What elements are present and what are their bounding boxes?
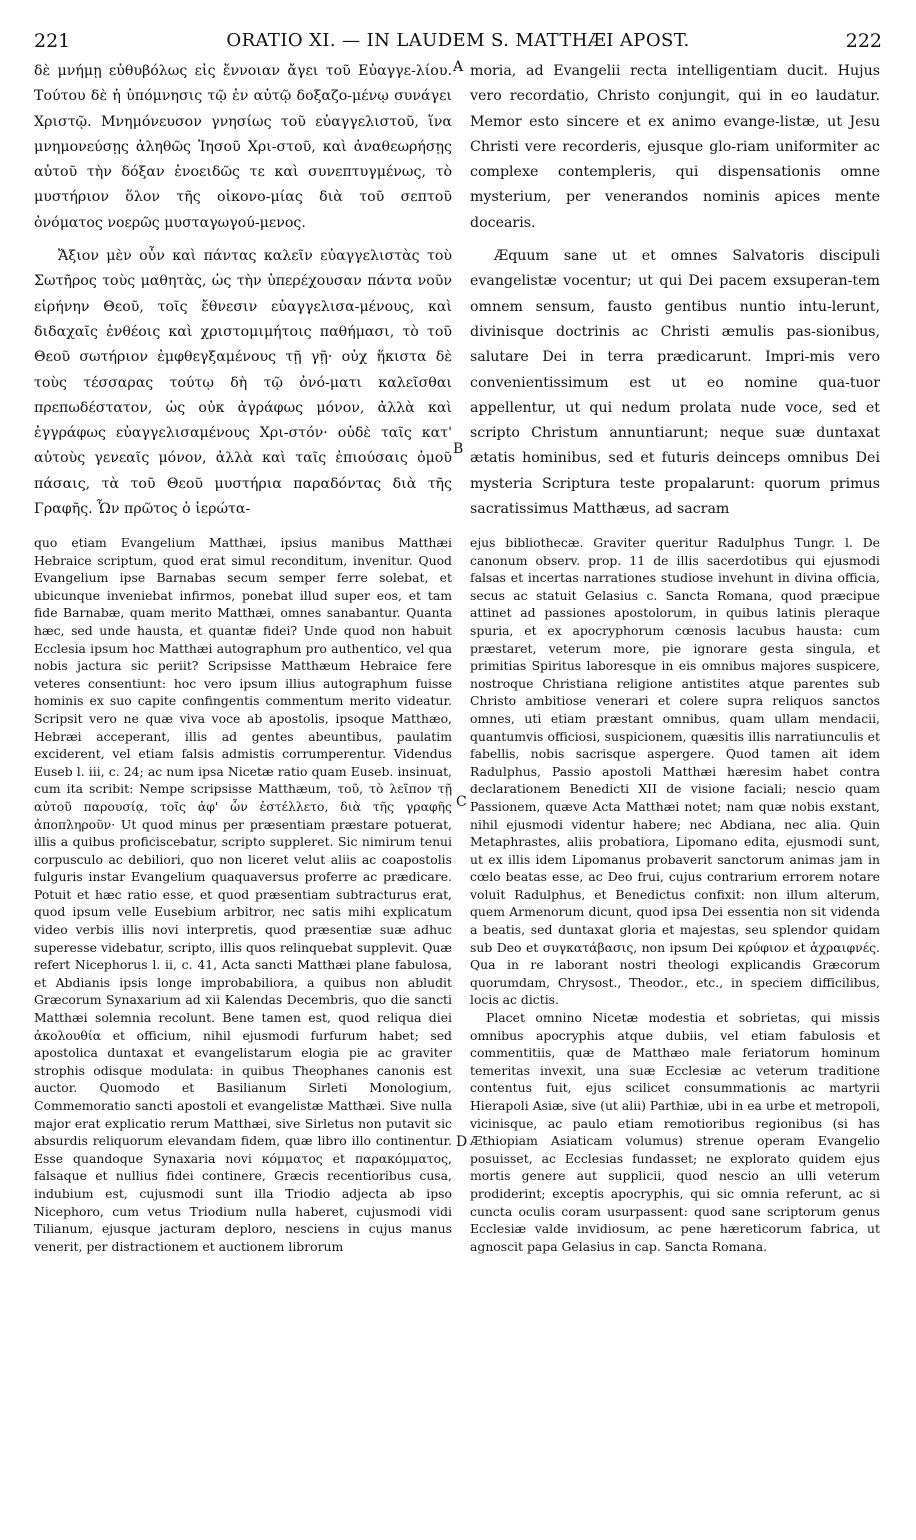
- greek-paragraph: Ἄξιον μὲν οὖν καὶ πάντας καλεῖν εὐαγγελιστὰς τοὺ Σωτῆρος τοὺς μαθητὰς, ὡς τὴν ὑπερέχουσαν πάντα νοῦν εἰρήνην Θεοῦ, τοῖς ἔθνεσιν εὐαγγελισα-μένους, καὶ διδαχαῖς ἐνθέοις καὶ χριστομιμήτοις παθήμασι, τὸ τοῦ Θεοῦ σωτήριον ἐμφθεγξαμένους τῇ γῇ· οὐχ ἥκιστα δὲ τοὺς τέσσαρας τούτῳ δὴ τῷ ὀνό-ματι καλεῖσθαι πρεπωδέστατον, ὡς οὐκ ἀγράφως μόνον, ἀλλὰ καὶ ἐγγράφως εὐαγγελισαμένους Χρι-στόν· οὐδὲ ταῖς κατ' αὐτοὺς γενεαῖς μόνον, ἀλλὰ καὶ ταῖς ἐπιούσαις ὁμοῦ πάσαις, τὰ τοῦ Θεοῦ μυστήρια παραδόντας διὰ τῆς Γραφῆς. Ὧν πρῶτος ὁ ἱερώτα-: [34, 248, 452, 518]
- footnote-column-left: [34, 534, 452, 1255]
- margin-letter-c: C: [456, 794, 467, 810]
- greek-paragraph: δὲ μνήμῃ εὐθυβόλως εἰς ἔννοιαν ἄγει τοῦ Εὐαγγε-λίου. Τούτου δὲ ἡ ὑπόμνησις τῷ ἐν αὐτῷ δοξαζο-μένῳ συνάγει Χριστῷ. Μνημόνευσον γνησίως τοῦ εὐαγγελιστοῦ, ἵνα μνημονεύσῃς ἀληθῶς Ἰησοῦ Χρι-στοῦ, καὶ ἀναθεωρήσῃς αὐτοῦ τὴν δόξαν ἑνοειδῶς τε καὶ συνεπτυγμένως, τὸ μυστήριον ὅλον τῆς οἰκονο-μίας διὰ τοῦ σεπτοῦ ὀνόματος νοερῶς μυσταγωγού-μενος.: [34, 63, 452, 231]
- footnote-paragraph: quo etiam Evangelium Matthæi, ipsius manibus Matthæi Hebraice scriptum, quod erat simul reconditum, invenitur. Quod Evangelium ipse Barnabas secum semper ferre solebat, et ubicunque inveniebat infirmos, ponebat illud super eos, et tam fide Barnabæ, quam merito Matthæi, omnes sanabantur. Quanta hæc, sed unde hausta, et quantæ fidei? Unde quod non habuit Ecclesia ipsum hoc Matthæi autographum pro authentico, vel qua nobis jactura sic periit? Scripsisse Matthæum Hebraice fere veteres consentiunt: hoc vero ipsum illius autographum fuisse hominis ex suo capite confingentis commentum merito videatur. Scripsit vero ne quæ viva voce ab apostolis, ipsoque Matthæo, Hebræi acceperant, illis ad gentes abeuntibus, paulatim exciderent, vel etiam falsis admistis corrumperentur. Videndus Euseb l. iii, c. 24; ac num ipsa Nicetæ ratio quam Euseb. insinuat, cum ita scribit: Nempe scripsisse Matthæum, τοῦ, τὸ λεῖπον τῇ αὐτοῦ παρουσίᾳ, τοῖς ἀφ' ὧν ἐστέλλετο, διὰ τῆς γραφῆς ἀποπληροῦν· Ut quod minus per præsentiam præstare potuerat, illis a quibus proficiscebatur, scripto suppleret. Sic nimirum tenui corpusculo ac debiliori, quo non liceret velut aliis ac coapostolis fulguris instar Evangelium quaquaversus proferre ac prædicare. Potuit et hæc ratio esse, et quod præsentiam subtracturus erat, quod ipsum velle Eusebium arbitror, nec satis mihi explicatum video verbis illis novi interpretis, quod præsentiæ suæ adhuc superesse videbatur, scripto, illis quos relinquebat supplevit. Quæ refert Nicephorus l. ii, c. 41, Acta sancti Matthæi plane fabulosa, et Abdianis ipsis longe improbabiliora, a quibus non abludit Græcorum Synaxarium ad xii Kalendas Decembris, quo die sancti Matthæi solemnia recolunt. Bene tamen est, quod reliqua diei ἀκολουθία et officium, nihil ejusmodi furfurum habet; sed apostolica duntaxat et evangelistarum elogia pie ac graviter strophis odisque modulata: in quibus Theophanes canonis est auctor. Quomodo et Basilianum Sirleti Monologium, Commemoratio sancti apostoli et evangelistæ Matthæi. Sive nulla major erat explicatio rerum Matthæi, sive Sirletus non putavit sic absurdis reliquorum elevandam fidem, quæ libro illo continentur. Esse quandoque Synaxaria novi κόμματος et παρακόμματος, falsaque et nullius fidei continere, Græcis recentioribus cusa, indubium est, cujusmodi sunt illa Triodio adjecta ab ipso Nicephoro, cum vetus Triodium nulla haberet, cujusmodi vidi Tilianum, ejusque jacturam deploro, nesciens in cujus manus venerit, per distractionem et auctionem librorum: [34, 535, 452, 1254]
- latin-text-column: [470, 59, 880, 522]
- running-title: ORATIO XI. — IN LAUDEM S. MATTHÆI APOST.: [226, 30, 690, 51]
- footnote-paragraph: Placet omnino Nicetæ modestia et sobrietas, qui missis omnibus apocryphis atque dubiis, vel etiam fabulosis et commentitiis, quæ de Matthæo male feriatorum hominum temeritas invexit, una suæ Ecclesiæ ac veterum traditione contentus fuit, ejus scilicet consummationis ac martyrii Hierapoli Asiæ, sive (ut alii) Parthiæ, ubi in ea urbe et metropoli, vicinisque, ac paulo etiam remotioribus regionibus (si has Æthiopiam Asiaticam volumus) strenue operam Evangelio posuisset, ac Ecclesias fundasset; ne explorato quidem ejus mortis genere aut supplicii, quod nescio an ulli veterum prodiderint; exceptis apocryphis, qui sic omnia referunt, ac si cuncta oculis coram usurpassent: quod sane scriptorum genus Ecclesiæ valde invidiosum, ac pene hæreticorum fabrica, ut agnoscit papa Gelasius in cap. Sancta Romana.: [470, 1010, 880, 1254]
- latin-paragraph: Æquum sane ut et omnes Salvatoris discipuli evangelistæ vocentur; ut qui Dei pacem exsuperan-tem omnem sensum, fausto gentibus nuntio intu-lerunt, divinisque doctrinis ac Christi æmulis pas-sionibus, salutare Dei in terra prædicarunt. Impri-mis vero convenientissimum est ut eo nomine qua-tuor appellentur, ut qui nedum prolata nude voce, sed et scripto Christum annuntiarunt; neque suæ duntaxat ætatis hominibus, sed et futuris deinceps omnibus Dei mysteria Scriptura teste propalarunt: quorum primus sacratissimus Matthæus, ad sacram: [470, 248, 880, 518]
- footnote-column-right: [470, 534, 880, 1255]
- page-header: [34, 30, 882, 56]
- margin-letter-b: B: [453, 441, 464, 457]
- margin-letter-d: D: [456, 1134, 468, 1150]
- footnote-paragraph: ejus bibliothecæ. Graviter queritur Radulphus Tungr. l. De canonum observ. prop. 11 de illis sacerdotibus qui ejusmodi falsas et incertas narrationes studiose invehunt in divina officia, secus ac statuit Gelasius c. Sancta Romana, quod præcipue attinet ad passiones apostolorum, in quibus latinis pleraque spuria, et ex apocryphorum cœnosis lacubus hausta: cum præstaret, veterum more, pie ignorare gesta singula, et primitias Spiritus laboresque in eis omnibus majores suspicere, nostroque Christiana religione antistites atque parentes sub Christo ambitiose venerari et colere supra reliquos sanctos omnes, uti etiam præstant omnibus, quam ullam mendacii, quantumvis officiosi, suspicionem, quæsitis illis narratiunculis et fabellis, nobis sacrisque aspergere. Quod tamen ait idem Radulphus, Passio apostoli Matthæi hæresim habet contra declarationem Benedicti XII de visione faciali; nescio quam Passionem, quæve Acta Matthæi notet; nam quæ nobis exstant, nihil ejusmodi videntur habere; nec Abdiana, nec alia. Quin Metaphrastes, aliis probatiora, Lipomano edita, ejusmodi sunt, ut ex illis idem Lipomanus probaverit sanctorum animas jam in cœlo beatas esse, ac Deo frui, cujus contrarium errorem notare voluit Radulphus, et Benedictus confixit: non illum alterum, quem Armenorum dicunt, quod ipsa Dei essentia non sit videnda a beatis, sed duntaxat gloria et majestas, seu splendor quidam sub Deo et συγκατάβασις, non ipsum Dei κρύφιον et ἀχραιφνές. Qua in re laborant nostri theologi explicandis Græcorum quorumdam, Chrysost., Theodor., etc., in speciem difficilibus, locis ac dictis.: [470, 535, 880, 1008]
- page-number-right: 222: [845, 30, 882, 52]
- greek-text-column: [34, 59, 452, 522]
- margin-letter-a: A: [453, 59, 464, 75]
- latin-paragraph: moria, ad Evangelii recta intelligentiam ducit. Hujus vero recordatio, Christo conjungit, qui in eo laudatur. Memor esto sincere et ex animo evange-listæ, ut Jesu Christi vere recorderis, ejusque glo-riam uniformiter ac complexe contempleris, qui dispensationis omne mysterium, per venerandos nominis apices mente docearis.: [470, 63, 880, 231]
- page-number-left: 221: [34, 30, 71, 52]
